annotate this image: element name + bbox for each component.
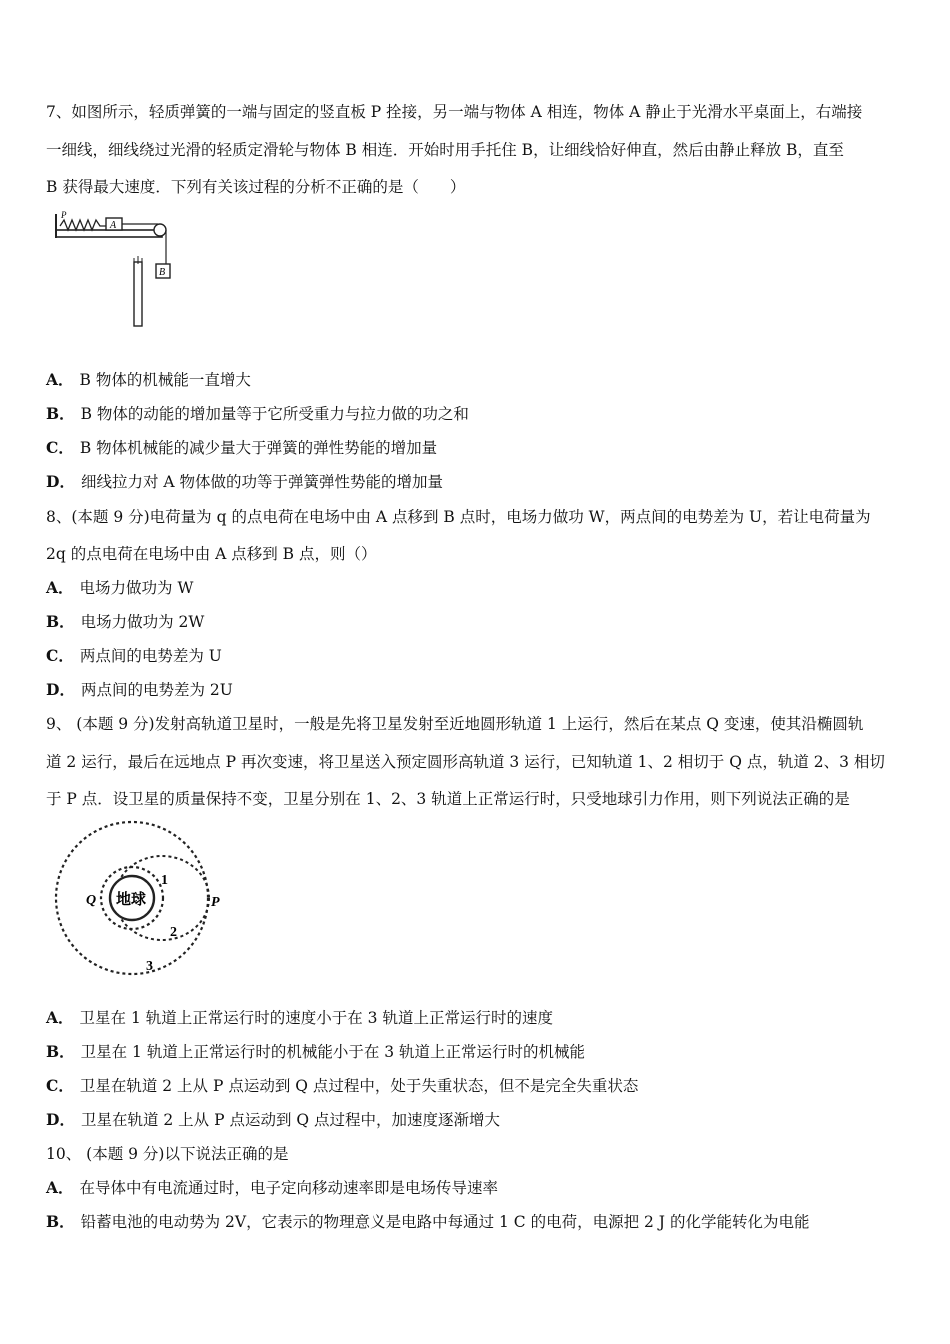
- q9-stem-line1: 9、 (本题 9 分)发射高轨道卫星时，一般是先将卫星发射至近地圆形轨道 1 上运行，然后在某点 Q 变速，使其沿椭圆轨: [46, 715, 864, 733]
- q7-option-b[interactable]: B． B 物体的动能的增加量等于它所受重力与拉力做的功之和: [46, 404, 469, 423]
- q8-option-d[interactable]: D． 两点间的电势差为 2U: [46, 680, 233, 699]
- q7-fig-label-p: P: [61, 210, 67, 220]
- q10-option-a[interactable]: A． 在导体中有电流通过时，电子定向移动速率即是电场传导速率: [46, 1178, 499, 1197]
- q8-option-c[interactable]: C． 两点间的电势差为 U: [46, 646, 222, 665]
- q7-option-c[interactable]: C． B 物体机械能的减少量大于弹簧的弹性势能的增加量: [46, 438, 438, 457]
- q9-fig-label-3: 3: [146, 959, 153, 974]
- q9-fig-label-1: 1: [161, 873, 168, 888]
- q7-fig-label-a: A: [110, 220, 117, 231]
- q9-orbit-figure: [50, 818, 230, 980]
- q8-stem-line2: 2q 的点电荷在电场中由 A 点移到 B 点，则（）: [46, 545, 377, 563]
- q9-stem-line2: 道 2 运行，最后在远地点 P 再次变速，将卫星送入预定圆形高轨道 3 运行，已知轨道 1、2 相切于 Q 点，轨道 2、3 相切: [46, 753, 885, 771]
- q9-fig-label-p: P: [211, 895, 220, 910]
- q7-fig-label-b: B: [159, 267, 166, 278]
- q9-option-a[interactable]: A． 卫星在 1 轨道上正常运行时的速度小于在 3 轨道上正常运行时的速度: [46, 1008, 553, 1027]
- q8-option-b[interactable]: B． 电场力做功为 2W: [46, 612, 205, 631]
- q7-stem-line1: 7、如图所示，轻质弹簧的一端与固定的竖直板 P 拴接，另一端与物体 A 相连，物体 A 静止于光滑水平桌面上，右端接: [46, 103, 863, 121]
- q7-option-d[interactable]: D． 细线拉力对 A 物体做的功等于弹簧弹性势能的增加量: [46, 472, 444, 491]
- q9-stem-line3: 于 P 点．设卫星的质量保持不变，卫星分别在 1、2、3 轨道上正常运行时，只受地球引力作用，则下列说法正确的是: [46, 790, 850, 808]
- q9-option-b[interactable]: B． 卫星在 1 轨道上正常运行时的机械能小于在 3 轨道上正常运行时的机械能: [46, 1042, 586, 1061]
- q8-option-a[interactable]: A． 电场力做功为 W: [46, 578, 194, 597]
- q9-option-c[interactable]: C． 卫星在轨道 2 上从 P 点运动到 Q 点过程中，处于失重状态，但不是完全失重状态: [46, 1076, 639, 1095]
- q9-fig-label-q: Q: [86, 893, 97, 908]
- q9-fig-label-2: 2: [170, 925, 177, 940]
- q7-stem-line3: B 获得最大速度．下列有关该过程的分析不正确的是（ ）: [46, 178, 466, 196]
- q10-option-b[interactable]: B． 铅蓄电池的电动势为 2V，它表示的物理意义是电路中每通过 1 C 的电荷，电源把 2 J 的化学能转化为电能: [46, 1212, 810, 1231]
- q9-fig-label-earth: 地球: [116, 890, 147, 908]
- q10-stem-line1: 10、 (本题 9 分)以下说法正确的是: [46, 1145, 289, 1163]
- q8-stem-line1: 8、(本题 9 分)电荷量为 q 的点电荷在电场中由 A 点移到 B 点时，电场力做功 W，两点间的电势差为 U，若让电荷量为: [46, 508, 871, 526]
- q7-spring-pulley-figure: [50, 208, 180, 330]
- q7-stem-line2: 一细线，细线绕过光滑的轻质定滑轮与物体 B 相连．开始时用手托住 B，让细线恰好伸直，然后由静止释放 B，直至: [46, 141, 844, 159]
- q9-option-d[interactable]: D． 卫星在轨道 2 上从 P 点运动到 Q 点过程中，加速度逐渐增大: [46, 1110, 501, 1129]
- q7-option-a[interactable]: A． B 物体的机械能一直增大: [46, 370, 251, 389]
